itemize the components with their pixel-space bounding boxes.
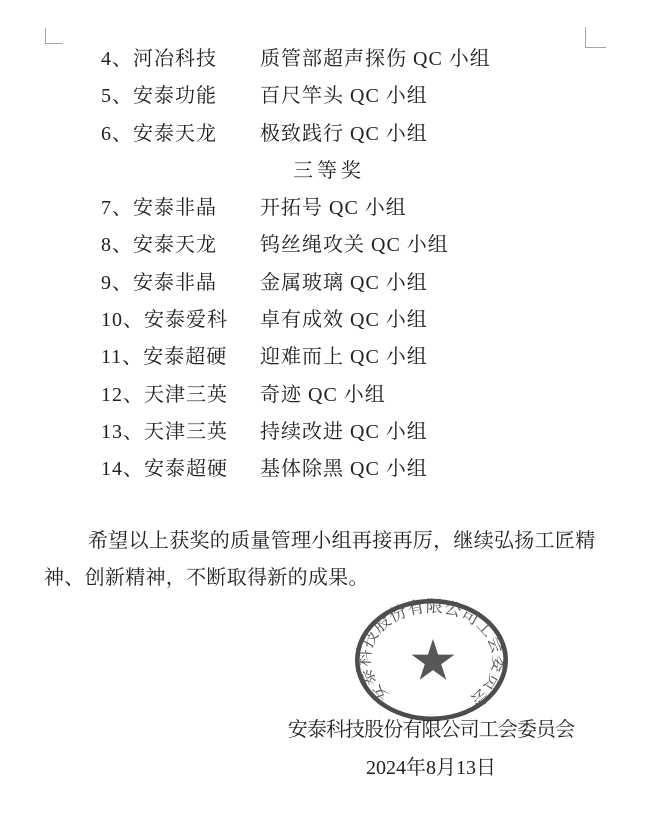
award-item-label: 13、天津三英 (101, 420, 228, 443)
qc-group-name: 持续改进 QC 小组 (260, 420, 428, 443)
qc-group-name: 基体除黑 QC 小组 (260, 458, 428, 481)
document-body (0, 41, 666, 597)
award-item-label: 4、河冶科技 (101, 48, 217, 70)
award-item-label: 7、安泰非晶 (101, 197, 217, 220)
award-list-item (101, 41, 666, 78)
qc-group-name: 质管部超声探伤 QC 小组 (260, 48, 491, 70)
award-item-label: 10、安泰爱科 (101, 309, 228, 332)
award-item-label: 8、安泰天龙 (101, 234, 217, 257)
qc-group-name: 卓有成效 QC 小组 (260, 309, 428, 332)
closing-paragraph-line: 希望以上获奖的质量管理小组再接再厉，继续弘扬工匠精 (88, 529, 596, 552)
qc-group-name: 百尺竿头 QC 小组 (260, 85, 428, 108)
award-list-item (101, 339, 666, 376)
qc-group-name: 金属玻璃 QC 小组 (260, 271, 428, 294)
qc-group-name: 开拓号 QC 小组 (260, 197, 407, 220)
award-item-label: 9、安泰非晶 (101, 271, 217, 294)
seal-star-icon: ★ (407, 628, 459, 694)
award-item-label: 11、安泰超硬 (101, 346, 228, 369)
signature-org-name: 安泰科技股份有限公司工会委员会 (287, 719, 575, 741)
third-prize-heading: 三等奖 (293, 159, 365, 182)
award-list-item (101, 116, 666, 153)
qc-group-name: 迎难而上 QC 小组 (260, 346, 428, 369)
award-list-item (101, 377, 666, 414)
award-item-label: 5、安泰功能 (101, 85, 217, 108)
award-item-label: 12、天津三英 (101, 383, 228, 406)
closing-paragraph (0, 523, 666, 598)
award-list-item (101, 451, 666, 488)
award-list-item (101, 227, 666, 264)
qc-group-name: 极致践行 QC 小组 (260, 122, 428, 145)
award-list-item (101, 302, 666, 339)
award-list-item (101, 78, 666, 115)
union-committee-seal (353, 597, 510, 723)
award-item-label: 6、安泰天龙 (101, 122, 217, 145)
seal-ring-text: 安泰科技股份有限公司工会委员会 (354, 597, 509, 711)
award-item-label: 14、安泰超硬 (101, 458, 228, 481)
signature-date: 2024年8月13日 (366, 756, 496, 779)
signature-block (196, 712, 666, 787)
award-list-item (101, 414, 666, 451)
award-list-item (101, 190, 666, 227)
closing-paragraph-line: 神、创新精神，不断取得新的成果。 (44, 566, 369, 589)
qc-group-name: 奇迹 QC 小组 (260, 383, 386, 406)
qc-group-name: 钨丝绳攻关 QC 小组 (260, 234, 449, 257)
award-list-item (101, 265, 666, 302)
